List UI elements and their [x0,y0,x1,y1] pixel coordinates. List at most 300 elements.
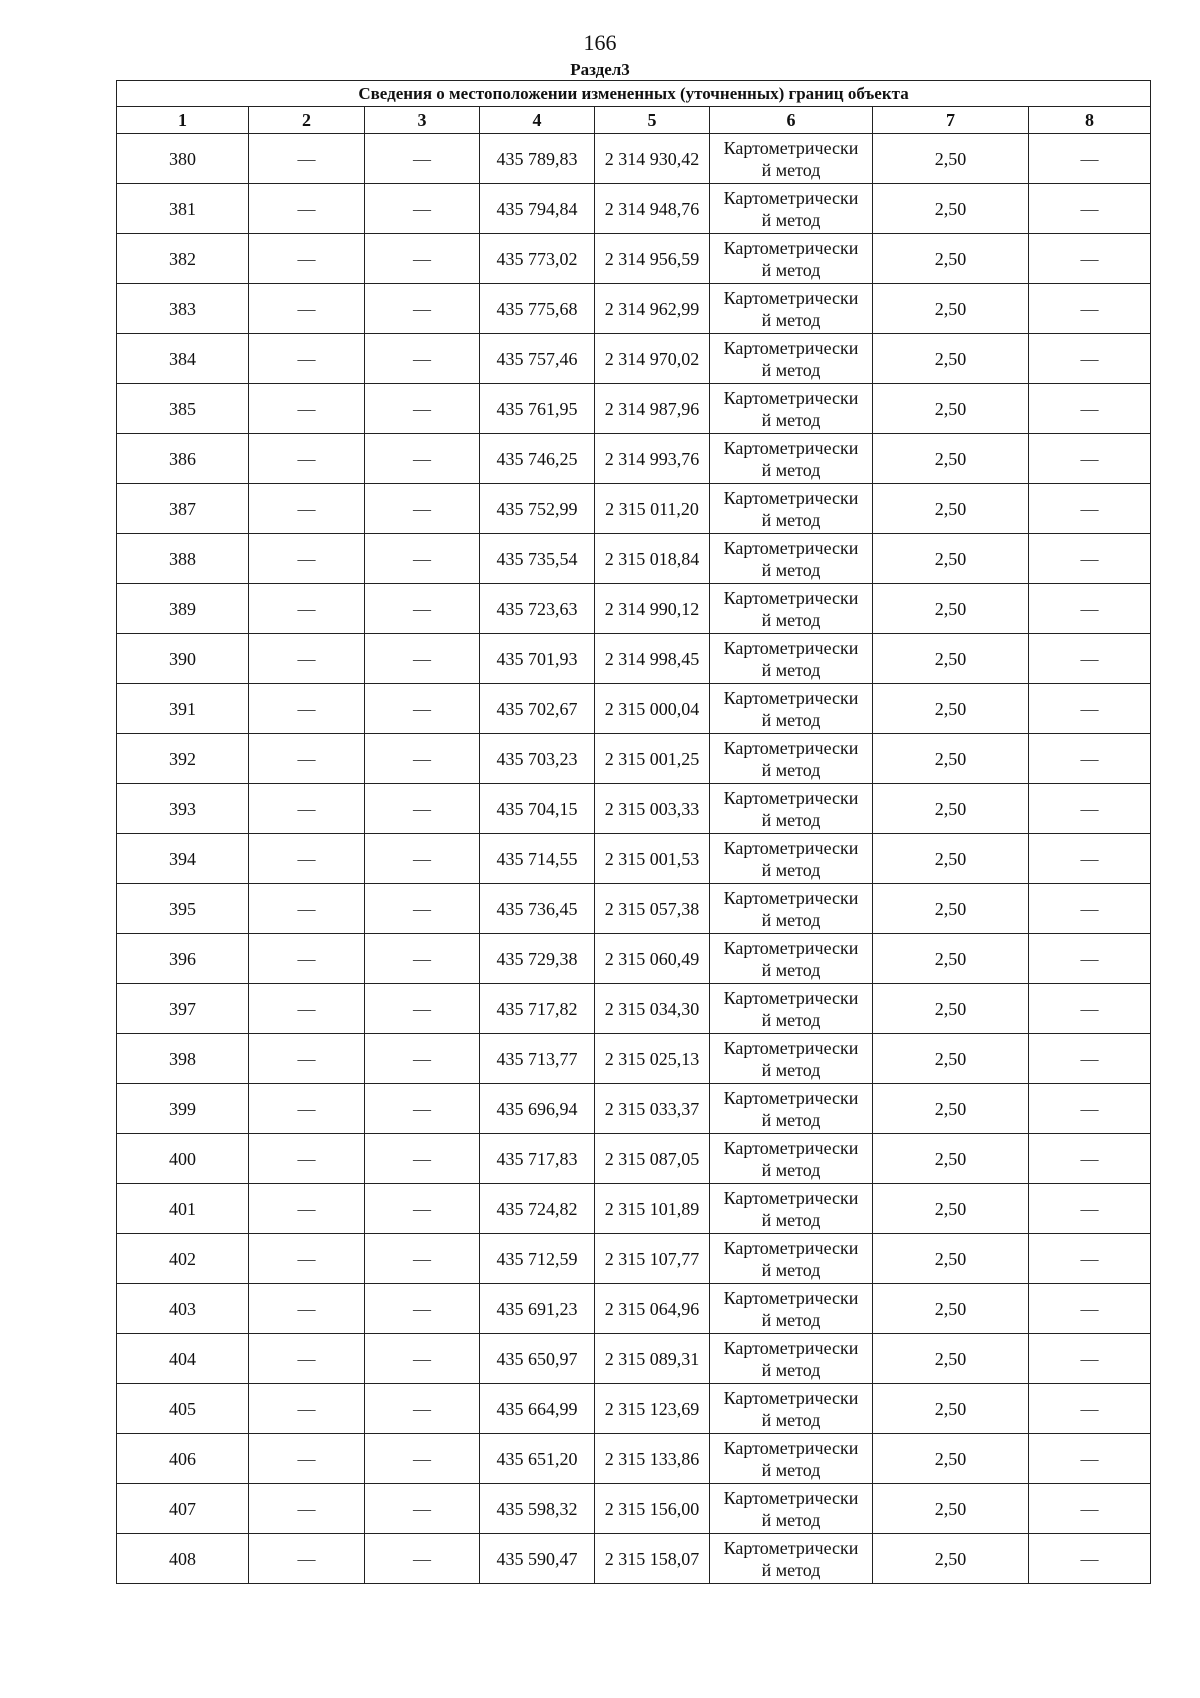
column-number: 6 [710,107,873,134]
point-number-cell: 402 [117,1234,249,1284]
accuracy-cell: 2,50 [873,334,1029,384]
point-number-cell: 388 [117,534,249,584]
dash-cell: — [365,984,480,1034]
table-row [117,1434,1151,1484]
table-caption: Сведения о местоположении измененных (уточненных) границ объекта [117,81,1151,107]
accuracy-cell: 2,50 [873,1234,1029,1284]
dash-cell: — [1029,1034,1151,1084]
method-line-2: й метод [761,909,821,930]
dash-cell: — [365,1134,480,1184]
table-row [117,884,1151,934]
dash-cell: — [365,384,480,434]
dash-cell: — [249,934,365,984]
dash-cell: — [365,884,480,934]
method-line-1: Картометрически [723,1387,859,1408]
column-number-row [117,107,1151,134]
method-line-1: Картометрически [723,687,859,708]
method-cell [710,1334,873,1384]
table-row [117,1534,1151,1584]
dash-cell: — [1029,234,1151,284]
method-line-1: Картометрически [723,887,859,908]
y-coordinate-cell: 2 315 156,00 [595,1484,710,1534]
method-line-2: й метод [761,459,821,480]
method-cell [710,984,873,1034]
accuracy-cell: 2,50 [873,784,1029,834]
dash-cell: — [249,384,365,434]
method-line-1: Картометрически [723,1137,859,1158]
accuracy-cell: 2,50 [873,1034,1029,1084]
method-line-1: Картометрически [723,787,859,808]
dash-cell: — [365,1384,480,1434]
accuracy-cell: 2,50 [873,834,1029,884]
accuracy-cell: 2,50 [873,1184,1029,1234]
method-cell [710,334,873,384]
table-row [117,1384,1151,1434]
x-coordinate-cell: 435 724,82 [480,1184,595,1234]
dash-cell: — [249,1484,365,1534]
method-cell [710,634,873,684]
accuracy-cell: 2,50 [873,1134,1029,1184]
accuracy-cell: 2,50 [873,584,1029,634]
method-line-2: й метод [761,159,821,180]
method-cell [710,384,873,434]
dash-cell: — [365,634,480,684]
table-row [117,1134,1151,1184]
dash-cell: — [249,784,365,834]
accuracy-cell: 2,50 [873,1084,1029,1134]
method-line-1: Картометрически [723,437,859,458]
x-coordinate-cell: 435 714,55 [480,834,595,884]
accuracy-cell: 2,50 [873,734,1029,784]
table-row [117,984,1151,1034]
dash-cell: — [249,284,365,334]
method-line-2: й метод [761,1459,821,1480]
dash-cell: — [249,584,365,634]
table-row [117,334,1151,384]
dash-cell: — [249,134,365,184]
dash-cell: — [1029,1234,1151,1284]
dash-cell: — [1029,134,1151,184]
y-coordinate-cell: 2 315 033,37 [595,1084,710,1134]
column-number: 2 [249,107,365,134]
dash-cell: — [365,1484,480,1534]
method-line-1: Картометрически [723,837,859,858]
method-line-1: Картометрически [723,1337,859,1358]
y-coordinate-cell: 2 315 089,31 [595,1334,710,1384]
dash-cell: — [1029,284,1151,334]
dash-cell: — [1029,1534,1151,1584]
y-coordinate-cell: 2 314 987,96 [595,384,710,434]
method-cell [710,1234,873,1284]
point-number-cell: 400 [117,1134,249,1184]
point-number-cell: 401 [117,1184,249,1234]
method-cell [710,234,873,284]
method-line-1: Картометрически [723,1487,859,1508]
point-number-cell: 381 [117,184,249,234]
x-coordinate-cell: 435 717,83 [480,1134,595,1184]
method-line-1: Картометрически [723,1187,859,1208]
x-coordinate-cell: 435 752,99 [480,484,595,534]
dash-cell: — [365,534,480,584]
accuracy-cell: 2,50 [873,234,1029,284]
section-title: Раздел3 [570,60,630,79]
method-line-2: й метод [761,259,821,280]
table-row [117,134,1151,184]
method-line-2: й метод [761,659,821,680]
table-row [117,1034,1151,1084]
method-line-2: й метод [761,1009,821,1030]
dash-cell: — [365,1184,480,1234]
accuracy-cell: 2,50 [873,1534,1029,1584]
y-coordinate-cell: 2 315 001,25 [595,734,710,784]
dash-cell: — [1029,1484,1151,1534]
method-line-1: Картометрически [723,237,859,258]
method-line-2: й метод [761,1059,821,1080]
x-coordinate-cell: 435 717,82 [480,984,595,1034]
method-cell [710,534,873,584]
accuracy-cell: 2,50 [873,134,1029,184]
accuracy-cell: 2,50 [873,934,1029,984]
table-row [117,934,1151,984]
y-coordinate-cell: 2 315 087,05 [595,1134,710,1184]
x-coordinate-cell: 435 735,54 [480,534,595,584]
method-cell [710,1134,873,1184]
method-line-2: й метод [761,1109,821,1130]
table-row [117,634,1151,684]
boundary-coordinates-table [116,80,1151,1584]
x-coordinate-cell: 435 761,95 [480,384,595,434]
accuracy-cell: 2,50 [873,634,1029,684]
method-line-1: Картометрически [723,1537,859,1558]
dash-cell: — [1029,534,1151,584]
table-body [117,134,1151,1584]
method-line-1: Картометрически [723,1287,859,1308]
dash-cell: — [1029,584,1151,634]
table-row [117,1334,1151,1384]
x-coordinate-cell: 435 664,99 [480,1384,595,1434]
y-coordinate-cell: 2 315 034,30 [595,984,710,1034]
dash-cell: — [249,884,365,934]
dash-cell: — [1029,1384,1151,1434]
method-line-1: Картометрически [723,137,859,158]
table-row [117,1234,1151,1284]
accuracy-cell: 2,50 [873,184,1029,234]
method-line-2: й метод [761,759,821,780]
dash-cell: — [1029,1184,1151,1234]
dash-cell: — [1029,734,1151,784]
dash-cell: — [249,1134,365,1184]
x-coordinate-cell: 435 598,32 [480,1484,595,1534]
method-cell [710,1034,873,1084]
dash-cell: — [365,484,480,534]
accuracy-cell: 2,50 [873,884,1029,934]
dash-cell: — [1029,1284,1151,1334]
point-number-cell: 389 [117,584,249,634]
x-coordinate-cell: 435 775,68 [480,284,595,334]
point-number-cell: 398 [117,1034,249,1084]
dash-cell: — [365,784,480,834]
y-coordinate-cell: 2 315 001,53 [595,834,710,884]
dash-cell: — [249,1334,365,1384]
method-line-2: й метод [761,709,821,730]
column-number: 4 [480,107,595,134]
point-number-cell: 406 [117,1434,249,1484]
dash-cell: — [365,734,480,784]
method-cell [710,1084,873,1134]
method-line-2: й метод [761,1559,821,1580]
x-coordinate-cell: 435 713,77 [480,1034,595,1084]
method-cell [710,1184,873,1234]
point-number-cell: 397 [117,984,249,1034]
method-cell [710,884,873,934]
dash-cell: — [1029,1334,1151,1384]
x-coordinate-cell: 435 704,15 [480,784,595,834]
table-row [117,784,1151,834]
column-number: 7 [873,107,1029,134]
y-coordinate-cell: 2 314 993,76 [595,434,710,484]
dash-cell: — [1029,484,1151,534]
method-cell [710,1484,873,1534]
method-cell [710,1284,873,1334]
dash-cell: — [249,484,365,534]
dash-cell: — [249,434,365,484]
method-line-2: й метод [761,359,821,380]
y-coordinate-cell: 2 314 930,42 [595,134,710,184]
point-number-cell: 391 [117,684,249,734]
dash-cell: — [249,834,365,884]
method-line-2: й метод [761,1309,821,1330]
point-number-cell: 393 [117,784,249,834]
dash-cell: — [249,1234,365,1284]
y-coordinate-cell: 2 314 948,76 [595,184,710,234]
method-cell [710,134,873,184]
method-line-2: й метод [761,1209,821,1230]
x-coordinate-cell: 435 746,25 [480,434,595,484]
method-line-2: й метод [761,1409,821,1430]
x-coordinate-cell: 435 590,47 [480,1534,595,1584]
table-row [117,584,1151,634]
x-coordinate-cell: 435 794,84 [480,184,595,234]
column-number: 8 [1029,107,1151,134]
method-cell [710,1384,873,1434]
y-coordinate-cell: 2 315 064,96 [595,1284,710,1334]
method-line-1: Картометрически [723,937,859,958]
method-line-2: й метод [761,509,821,530]
dash-cell: — [249,184,365,234]
method-line-2: й метод [761,809,821,830]
dash-cell: — [365,284,480,334]
dash-cell: — [365,434,480,484]
method-line-1: Картометрически [723,287,859,308]
table-row [117,734,1151,784]
accuracy-cell: 2,50 [873,534,1029,584]
accuracy-cell: 2,50 [873,684,1029,734]
accuracy-cell: 2,50 [873,984,1029,1034]
dash-cell: — [365,1434,480,1484]
dash-cell: — [365,684,480,734]
x-coordinate-cell: 435 723,63 [480,584,595,634]
method-line-2: й метод [761,609,821,630]
point-number-cell: 382 [117,234,249,284]
x-coordinate-cell: 435 736,45 [480,884,595,934]
accuracy-cell: 2,50 [873,1334,1029,1384]
x-coordinate-cell: 435 701,93 [480,634,595,684]
x-coordinate-cell: 435 773,02 [480,234,595,284]
point-number-cell: 405 [117,1384,249,1434]
table-row [117,434,1151,484]
dash-cell: — [365,134,480,184]
dash-cell: — [249,734,365,784]
y-coordinate-cell: 2 314 998,45 [595,634,710,684]
table-row [117,284,1151,334]
dash-cell: — [1029,984,1151,1034]
dash-cell: — [365,1284,480,1334]
table-row [117,834,1151,884]
x-coordinate-cell: 435 702,67 [480,684,595,734]
point-number-cell: 385 [117,384,249,434]
point-number-cell: 399 [117,1084,249,1134]
dash-cell: — [249,334,365,384]
y-coordinate-cell: 2 315 003,33 [595,784,710,834]
y-coordinate-cell: 2 315 101,89 [595,1184,710,1234]
point-number-cell: 394 [117,834,249,884]
y-coordinate-cell: 2 315 158,07 [595,1534,710,1584]
x-coordinate-cell: 435 789,83 [480,134,595,184]
point-number-cell: 395 [117,884,249,934]
dash-cell: — [1029,684,1151,734]
method-line-1: Картометрически [723,387,859,408]
method-line-1: Картометрически [723,1237,859,1258]
accuracy-cell: 2,50 [873,1484,1029,1534]
method-cell [710,434,873,484]
method-cell [710,184,873,234]
y-coordinate-cell: 2 315 025,13 [595,1034,710,1084]
y-coordinate-cell: 2 315 107,77 [595,1234,710,1284]
dash-cell: — [365,1334,480,1384]
table-row [117,534,1151,584]
table-row [117,1484,1151,1534]
y-coordinate-cell: 2 315 123,69 [595,1384,710,1434]
method-cell [710,734,873,784]
dash-cell: — [1029,334,1151,384]
y-coordinate-cell: 2 315 133,86 [595,1434,710,1484]
dash-cell: — [249,684,365,734]
x-coordinate-cell: 435 703,23 [480,734,595,784]
dash-cell: — [1029,184,1151,234]
dash-cell: — [249,1384,365,1434]
table-row [117,1284,1151,1334]
method-line-1: Картометрически [723,537,859,558]
y-coordinate-cell: 2 314 962,99 [595,284,710,334]
x-coordinate-cell: 435 712,59 [480,1234,595,1284]
x-coordinate-cell: 435 757,46 [480,334,595,384]
column-number: 1 [117,107,249,134]
dash-cell: — [365,1534,480,1584]
dash-cell: — [1029,434,1151,484]
accuracy-cell: 2,50 [873,284,1029,334]
y-coordinate-cell: 2 315 060,49 [595,934,710,984]
point-number-cell: 390 [117,634,249,684]
point-number-cell: 396 [117,934,249,984]
method-cell [710,584,873,634]
accuracy-cell: 2,50 [873,1384,1029,1434]
y-coordinate-cell: 2 315 000,04 [595,684,710,734]
method-line-2: й метод [761,559,821,580]
dash-cell: — [1029,834,1151,884]
dash-cell: — [365,1034,480,1084]
method-line-1: Картометрически [723,737,859,758]
dash-cell: — [249,1284,365,1334]
dash-cell: — [249,1034,365,1084]
dash-cell: — [1029,934,1151,984]
method-cell [710,934,873,984]
column-number: 5 [595,107,710,134]
method-line-2: й метод [761,1159,821,1180]
accuracy-cell: 2,50 [873,1434,1029,1484]
dash-cell: — [365,584,480,634]
method-line-2: й метод [761,959,821,980]
method-line-1: Картометрически [723,187,859,208]
method-line-1: Картометрически [723,1037,859,1058]
dash-cell: — [1029,784,1151,834]
method-cell [710,1534,873,1584]
dash-cell: — [1029,634,1151,684]
dash-cell: — [365,334,480,384]
dash-cell: — [365,1234,480,1284]
y-coordinate-cell: 2 314 990,12 [595,584,710,634]
method-line-2: й метод [761,1359,821,1380]
point-number-cell: 392 [117,734,249,784]
method-line-2: й метод [761,409,821,430]
method-line-2: й метод [761,209,821,230]
method-line-1: Картометрически [723,1437,859,1458]
dash-cell: — [365,1084,480,1134]
point-number-cell: 384 [117,334,249,384]
dash-cell: — [249,984,365,1034]
point-number-cell: 407 [117,1484,249,1534]
point-number-cell: 408 [117,1534,249,1584]
dash-cell: — [249,1434,365,1484]
point-number-cell: 380 [117,134,249,184]
table-row [117,184,1151,234]
table-row [117,1084,1151,1134]
dash-cell: — [1029,1434,1151,1484]
accuracy-cell: 2,50 [873,1284,1029,1334]
y-coordinate-cell: 2 315 011,20 [595,484,710,534]
table-row [117,1184,1151,1234]
method-cell [710,284,873,334]
dash-cell: — [1029,884,1151,934]
method-cell [710,1434,873,1484]
dash-cell: — [249,1534,365,1584]
method-cell [710,484,873,534]
method-cell [710,784,873,834]
y-coordinate-cell: 2 315 018,84 [595,534,710,584]
x-coordinate-cell: 435 650,97 [480,1334,595,1384]
x-coordinate-cell: 435 651,20 [480,1434,595,1484]
method-line-1: Картометрически [723,337,859,358]
y-coordinate-cell: 2 315 057,38 [595,884,710,934]
method-line-1: Картометрически [723,487,859,508]
method-line-2: й метод [761,1259,821,1280]
table-row [117,484,1151,534]
method-line-1: Картометрически [723,987,859,1008]
dash-cell: — [1029,1084,1151,1134]
dash-cell: — [365,934,480,984]
method-cell [710,684,873,734]
table-row [117,384,1151,434]
dash-cell: — [249,634,365,684]
